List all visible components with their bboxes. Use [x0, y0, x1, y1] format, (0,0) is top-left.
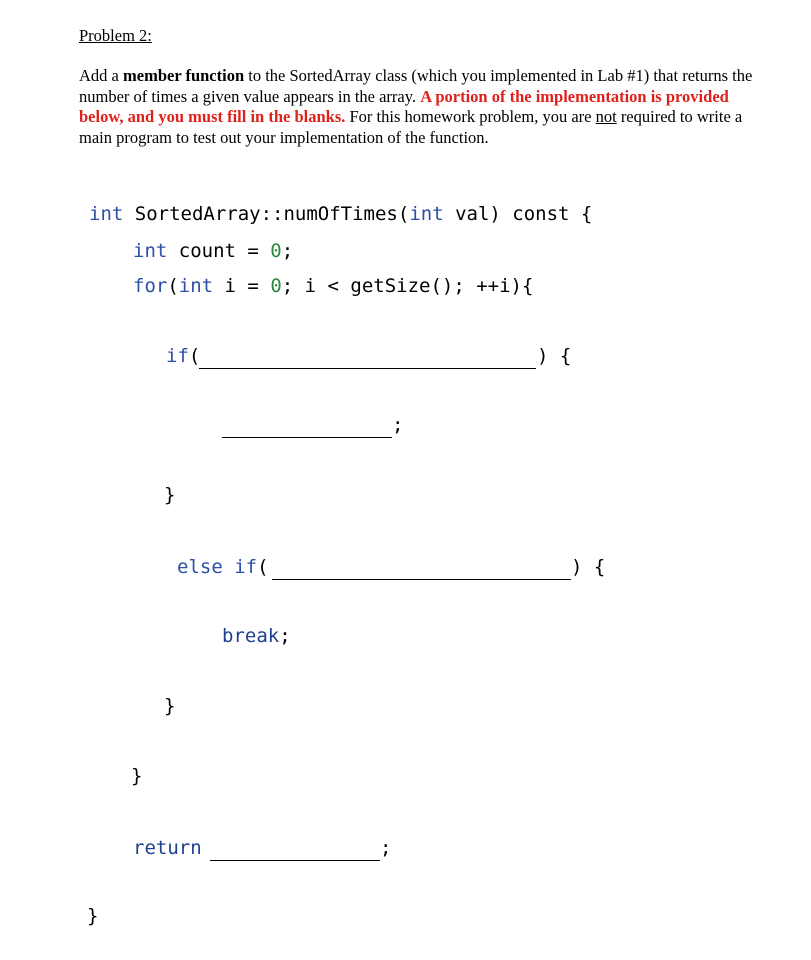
problem-description: Add a member function to the SortedArray class (which you implemented in Lab #1) that returns the number of times a given value appears in the array. A portion of the implementation is provided below, and you must fill in the blanks. For this homework problem, you are not required to write a main program to test out your implementation of the function. [79, 66, 753, 147]
function-closing-brace: } [87, 905, 99, 927]
function-signature: int SortedArray::numOfTimes(int val) const { [89, 203, 593, 225]
if-close: ) { [537, 345, 572, 367]
return-semicolon: ; [380, 837, 392, 859]
fill-in-instruction: A portion of the implementation is provided below, and you must fill in the blanks. [79, 86, 729, 126]
if-closing-brace: } [164, 484, 176, 506]
if-body-semicolon: ; [392, 414, 404, 436]
return-keyword: return [133, 837, 202, 859]
problem-heading: Problem 2: [79, 26, 152, 45]
break-statement: break; [222, 625, 291, 647]
for-loop-header: for(int i = 0; i < getSize(); ++i){ [133, 275, 534, 297]
return-value-blank[interactable] [210, 860, 380, 861]
else-if-closing-brace: } [164, 695, 176, 717]
else-if-condition-blank[interactable] [272, 579, 571, 580]
else-if-close: ) { [571, 556, 606, 578]
count-declaration: int count = 0; [133, 240, 294, 262]
for-closing-brace: } [131, 765, 143, 787]
else-if-keyword: else if( [177, 556, 269, 578]
if-body-blank[interactable] [222, 437, 392, 438]
if-condition-blank[interactable] [199, 368, 536, 369]
if-keyword: if( [166, 345, 201, 367]
